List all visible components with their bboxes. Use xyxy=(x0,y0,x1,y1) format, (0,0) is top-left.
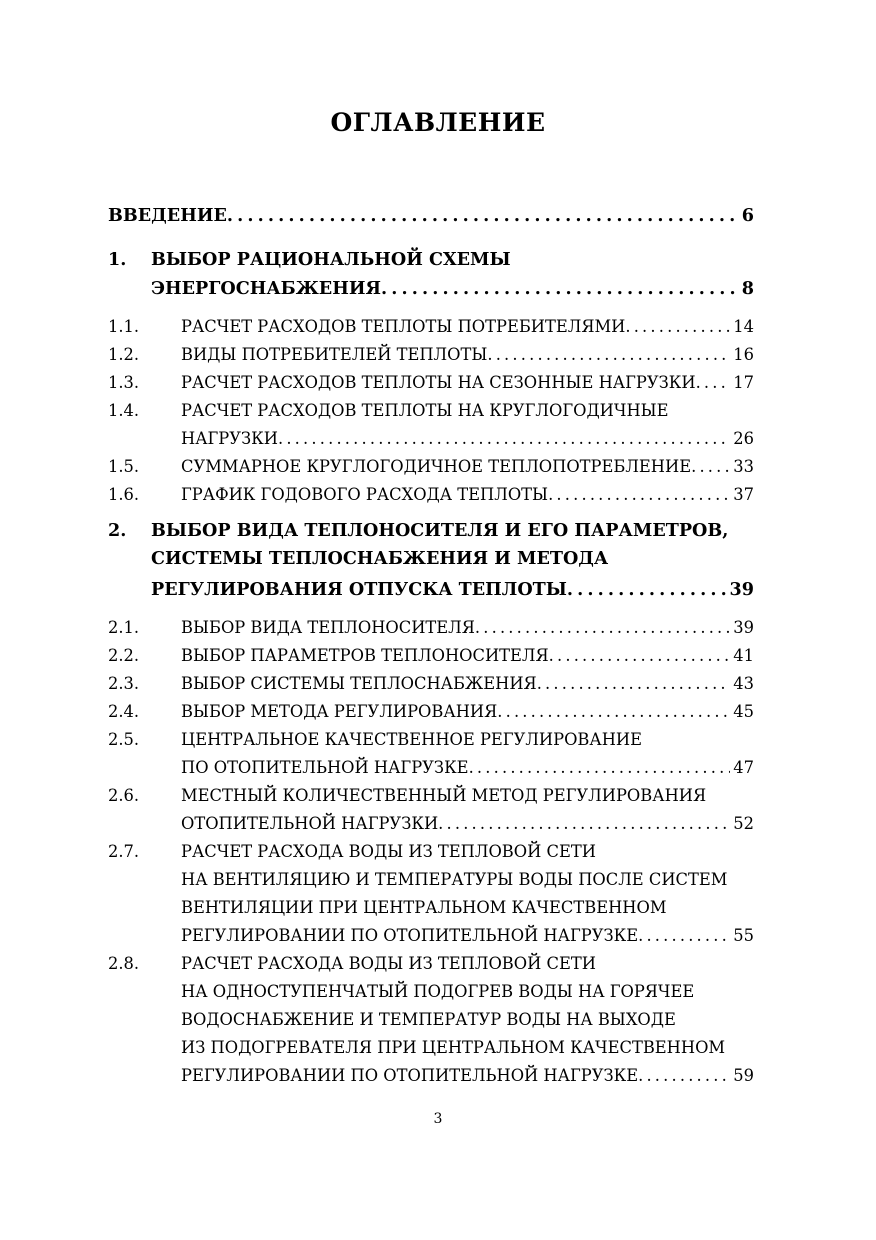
toc-entry-number: 1.3. xyxy=(108,373,140,392)
toc-entry-line xyxy=(108,454,754,480)
toc-entry-page: 45 xyxy=(733,702,754,721)
toc-entry-title: ВЕНТИЛЯЦИИ ПРИ ЦЕНТРАЛЬНОМ КАЧЕСТВЕННОМ xyxy=(181,898,667,917)
toc-entry-title: ВВЕДЕНИЕ xyxy=(108,205,227,226)
toc-entry-title: СИСТЕМЫ ТЕПЛОСНАБЖЕНИЯ И МЕТОДА xyxy=(151,548,609,569)
toc-leader-dots xyxy=(691,454,730,480)
toc-entry-line xyxy=(108,577,754,603)
toc-entry-line xyxy=(108,518,754,544)
toc-entry-title: РАСЧЕТ РАСХОДОВ ТЕПЛОТЫ НА СЕЗОННЫЕ НАГРУЗКИ xyxy=(181,373,696,392)
toc-entry-line xyxy=(108,923,754,949)
toc-leader-dots xyxy=(638,1063,730,1089)
toc-entry-title: ВОДОСНАБЖЕНИЕ И ТЕМПЕРАТУР ВОДЫ НА ВЫХОДЕ xyxy=(181,1010,676,1029)
toc-leader-dots xyxy=(469,755,731,781)
toc-entry-title: ВЫБОР СИСТЕМЫ ТЕПЛОСНАБЖЕНИЯ xyxy=(181,674,537,693)
toc-leader-dots xyxy=(549,643,731,669)
toc-entry-title: ИЗ ПОДОГРЕВАТЕЛЯ ПРИ ЦЕНТРАЛЬНОМ КАЧЕСТВЕННОМ xyxy=(181,1038,726,1057)
toc-leader-dots xyxy=(438,811,730,837)
toc-entry-number: 2.6. xyxy=(108,786,140,805)
toc-entry-page: 59 xyxy=(733,1066,754,1085)
toc-entry-line xyxy=(108,1035,754,1061)
toc-entry-title: РАСЧЕТ РАСХОДА ВОДЫ ИЗ ТЕПЛОВОЙ СЕТИ xyxy=(181,842,596,861)
toc-entry-line xyxy=(108,615,754,641)
toc-entry-title: НА ВЕНТИЛЯЦИЮ И ТЕМПЕРАТУРЫ ВОДЫ ПОСЛЕ СИСТЕМ xyxy=(181,870,728,889)
toc-entry-page: 39 xyxy=(729,579,754,600)
toc-entry-number: 2.4. xyxy=(108,702,140,721)
toc-entry-number: 1.2. xyxy=(108,345,140,364)
toc-leader-dots xyxy=(548,482,730,508)
toc-entry-number: 2. xyxy=(108,520,127,541)
toc-leader-dots xyxy=(625,314,730,340)
toc-entry-line xyxy=(108,1007,754,1033)
toc-entry-title: РЕГУЛИРОВАНИИ ПО ОТОПИТЕЛЬНОЙ НАГРУЗКЕ xyxy=(181,926,639,945)
toc-entry-title: ВЫБОР ВИДА ТЕПЛОНОСИТЕЛЯ xyxy=(181,618,475,637)
toc-leader-dots xyxy=(487,342,730,368)
toc-entry-title: ВЫБОР МЕТОДА РЕГУЛИРОВАНИЯ xyxy=(181,702,498,721)
toc-entry-number: 1.5. xyxy=(108,457,140,476)
toc-entry-page: 55 xyxy=(733,926,754,945)
toc-entry-line xyxy=(108,727,754,753)
toc-entry-title: ВЫБОР ВИДА ТЕПЛОНОСИТЕЛЯ И ЕГО ПАРАМЕТРОВ, xyxy=(151,520,729,541)
toc-entry-page: 33 xyxy=(733,457,754,476)
toc-entry-page: 52 xyxy=(733,814,754,833)
toc-entry-line xyxy=(108,370,754,396)
toc-entry-line xyxy=(108,426,754,452)
toc-entry-number: 2.2. xyxy=(108,646,140,665)
toc-entry-title: ГРАФИК ГОДОВОГО РАСХОДА ТЕПЛОТЫ xyxy=(181,485,549,504)
toc-entry-line xyxy=(108,951,754,977)
toc-entry-line xyxy=(108,867,754,893)
toc-leader-dots xyxy=(638,923,730,949)
page-title: ОГЛАВЛЕНИЕ xyxy=(330,108,546,137)
toc-leader-dots xyxy=(497,699,730,725)
toc-leader-dots xyxy=(537,671,731,697)
toc-entry-line xyxy=(108,755,754,781)
toc-entry-page: 8 xyxy=(741,278,754,299)
toc-entry-line xyxy=(108,839,754,865)
page-number: 3 xyxy=(433,1111,443,1127)
toc-entry-number: 2.3. xyxy=(108,674,140,693)
toc-entry-title: ВЫБОР ПАРАМЕТРОВ ТЕПЛОНОСИТЕЛЯ xyxy=(181,646,549,665)
toc-entry-line xyxy=(108,1063,754,1089)
toc-entry-title: НАГРУЗКИ xyxy=(181,429,278,448)
toc-entry-line xyxy=(108,783,754,809)
toc-entry-line xyxy=(108,643,754,669)
toc-entry-title: РЕГУЛИРОВАНИЯ ОТПУСКА ТЕПЛОТЫ xyxy=(151,579,567,600)
toc-leader-dots xyxy=(278,426,730,452)
toc-entry-page: 16 xyxy=(733,345,754,364)
toc-entry-page: 43 xyxy=(733,674,754,693)
toc-entry-line xyxy=(108,314,754,340)
toc-entry-number: 2.1. xyxy=(108,618,140,637)
toc-entry-title: ЭНЕРГОСНАБЖЕНИЯ xyxy=(151,278,381,299)
toc-entry-line xyxy=(108,398,754,424)
toc-leader-dots xyxy=(696,370,731,396)
toc-entry-title: НА ОДНОСТУПЕНЧАТЫЙ ПОДОГРЕВ ВОДЫ НА ГОРЯЧЕЕ xyxy=(181,982,695,1001)
toc-entry-title: РАСЧЕТ РАСХОДОВ ТЕПЛОТЫ ПОТРЕБИТЕЛЯМИ xyxy=(181,317,626,336)
toc-entry-title: ОТОПИТЕЛЬНОЙ НАГРУЗКИ xyxy=(181,814,439,833)
toc-entry-title: ПО ОТОПИТЕЛЬНОЙ НАГРУЗКЕ xyxy=(181,758,469,777)
toc-entry-line xyxy=(108,979,754,1005)
toc-entry-title: РЕГУЛИРОВАНИИ ПО ОТОПИТЕЛЬНОЙ НАГРУЗКЕ xyxy=(181,1066,639,1085)
toc-entry-number: 2.5. xyxy=(108,730,140,749)
toc-entry-number: 1. xyxy=(108,249,127,270)
toc-leader-dots xyxy=(381,276,739,302)
toc-entry-title: РАСЧЕТ РАСХОДОВ ТЕПЛОТЫ НА КРУГЛОГОДИЧНЫЕ xyxy=(181,401,669,420)
toc-entry-title: ЦЕНТРАЛЬНОЕ КАЧЕСТВЕННОЕ РЕГУЛИРОВАНИЕ xyxy=(181,730,643,749)
toc-entry-title: РАСЧЕТ РАСХОДА ВОДЫ ИЗ ТЕПЛОВОЙ СЕТИ xyxy=(181,954,596,973)
toc-leader-dots xyxy=(475,615,730,641)
toc-entry-title: ВИДЫ ПОТРЕБИТЕЛЕЙ ТЕПЛОТЫ xyxy=(181,345,488,364)
toc-entry-number: 1.6. xyxy=(108,485,140,504)
toc-entry-title: МЕСТНЫЙ КОЛИЧЕСТВЕННЫЙ МЕТОД РЕГУЛИРОВАНИЯ xyxy=(181,786,707,805)
toc-entry-line xyxy=(108,342,754,368)
toc-entry-page: 39 xyxy=(733,618,754,637)
toc-entry-title: ВЫБОР РАЦИОНАЛЬНОЙ СХЕМЫ xyxy=(151,249,511,270)
toc-entry-number: 2.7. xyxy=(108,842,140,861)
toc-entry-line xyxy=(108,671,754,697)
toc-entry-line xyxy=(108,895,754,921)
toc-leader-dots xyxy=(227,203,739,229)
toc-entry-page: 47 xyxy=(733,758,754,777)
toc-entry-line xyxy=(108,699,754,725)
toc-entry-line xyxy=(108,482,754,508)
toc-entry-page: 37 xyxy=(733,485,754,504)
toc-entry-line xyxy=(108,276,754,302)
toc-entry-line xyxy=(108,203,754,229)
toc-entry-page: 6 xyxy=(741,205,754,226)
toc-entry-page: 14 xyxy=(733,317,754,336)
toc-entry-page: 26 xyxy=(733,429,754,448)
toc-entry-line xyxy=(108,811,754,837)
toc-entry-page: 17 xyxy=(733,373,754,392)
toc-entry-title: СУММАРНОЕ КРУГЛОГОДИЧНОЕ ТЕПЛОПОТРЕБЛЕНИЕ xyxy=(181,457,692,476)
toc-entry-number: 1.1. xyxy=(108,317,140,336)
toc-entry-number: 2.8. xyxy=(108,954,140,973)
toc-entry-line xyxy=(108,546,754,572)
toc-entry-line xyxy=(108,247,754,273)
toc-entry-number: 1.4. xyxy=(108,401,140,420)
toc-leader-dots xyxy=(567,577,727,603)
toc-entry-page: 41 xyxy=(733,646,754,665)
